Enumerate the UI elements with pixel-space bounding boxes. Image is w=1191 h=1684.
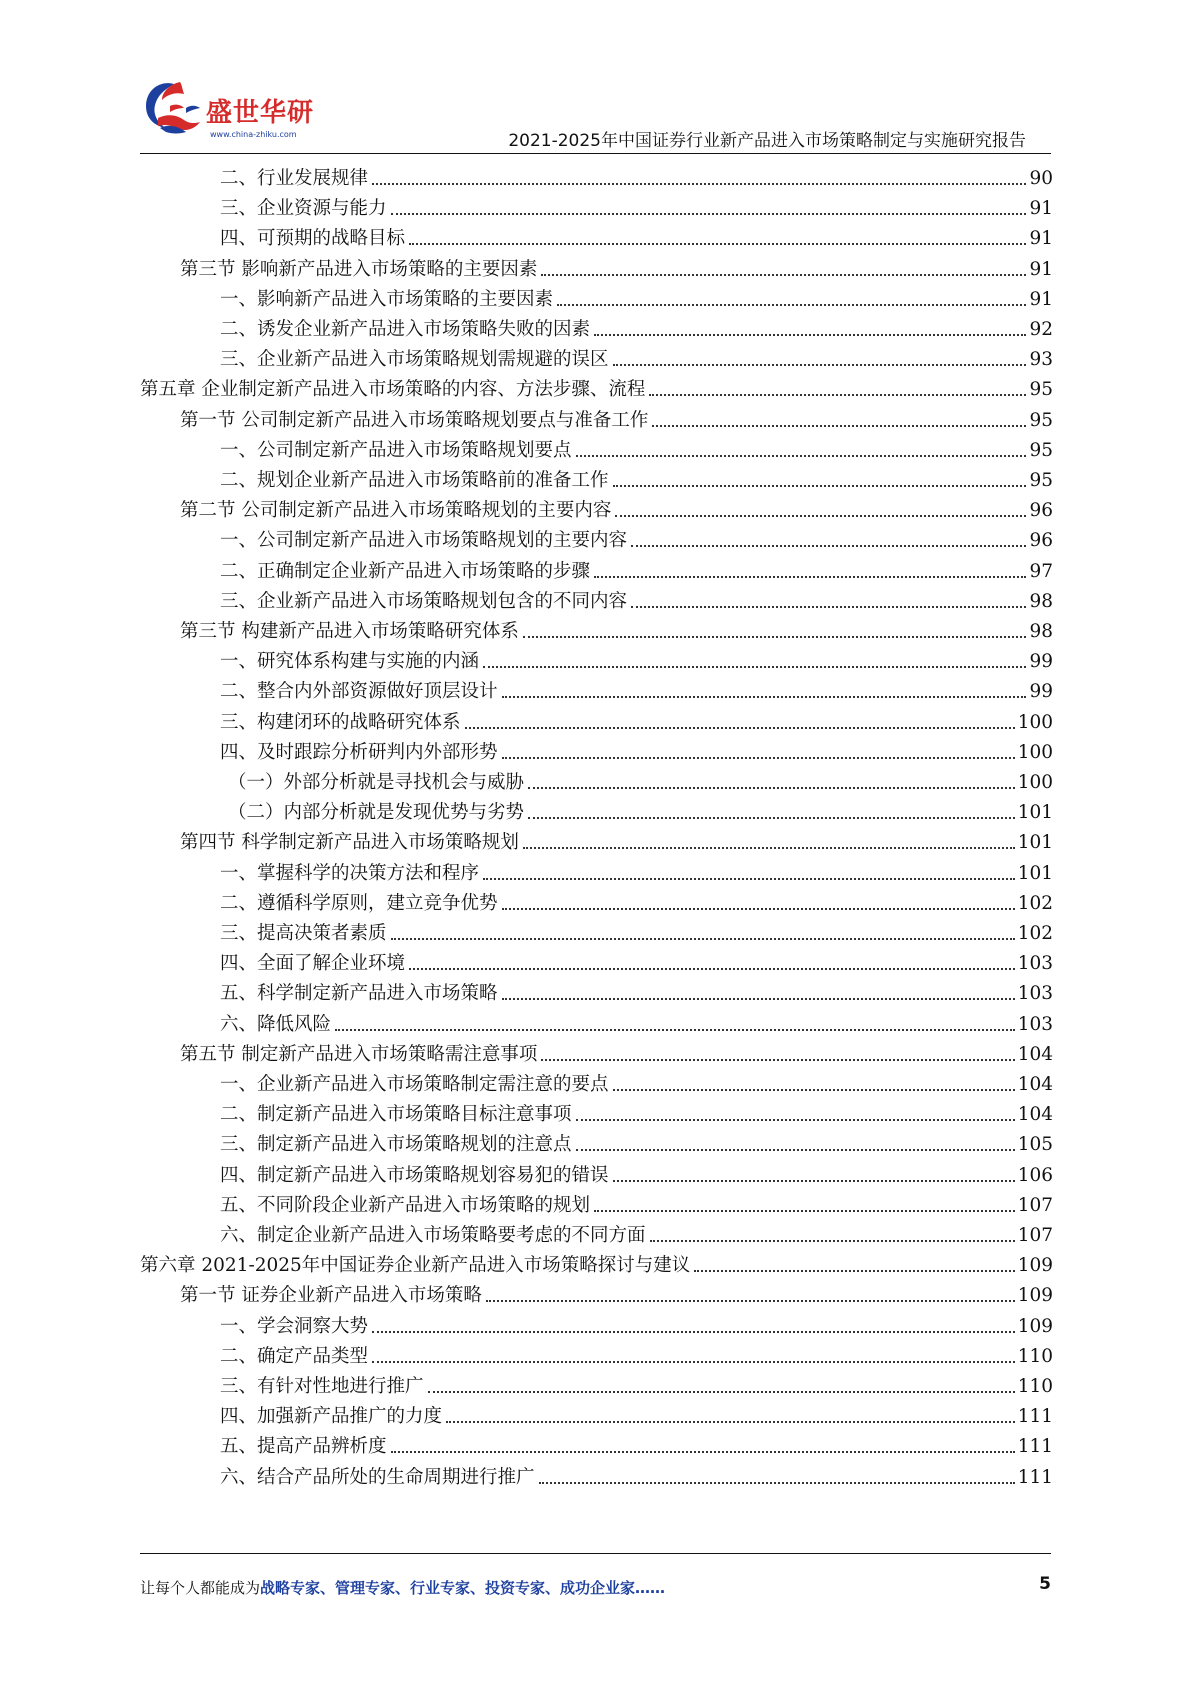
toc-entry-page: 95 xyxy=(1029,439,1053,461)
toc-leader-dots xyxy=(557,304,1026,306)
toc-leader-dots xyxy=(335,1029,1015,1031)
toc-leader-dots xyxy=(652,425,1026,427)
toc-entry[interactable] xyxy=(220,915,1053,946)
toc-leader-dots xyxy=(613,1089,1015,1091)
toc-entry[interactable] xyxy=(140,1247,1053,1278)
toc-entry[interactable] xyxy=(220,885,1053,916)
toc-entry-page: 103 xyxy=(1017,1013,1053,1035)
footer-slogan xyxy=(140,1577,665,1598)
toc-entry-page: 109 xyxy=(1017,1285,1053,1307)
toc-entry-title: 一、企业新产品进入市场策略制定需注意的要点 xyxy=(220,1074,609,1095)
toc-entry-title: 二、正确制定企业新产品进入市场策略的步骤 xyxy=(220,560,591,582)
toc-entry-title: 第五章 企业制定新产品进入市场策略的内容、方法步骤、流程 xyxy=(140,379,646,401)
toc-entry-title: 二、整合内外部资源做好顶层设计 xyxy=(220,681,498,703)
toc-entry-page: 109 xyxy=(1017,1315,1053,1337)
toc-entry[interactable] xyxy=(220,160,1053,191)
toc-entry[interactable] xyxy=(220,855,1053,886)
toc-leader-dots xyxy=(631,606,1026,608)
toc-entry-title: 第四节 科学制定新产品进入市场策略规划 xyxy=(180,832,519,854)
toc-entry-title: 一、影响新产品进入市场策略的主要因素 xyxy=(220,288,554,310)
toc-entry[interactable] xyxy=(220,734,1053,765)
toc-entry[interactable] xyxy=(220,1157,1053,1188)
toc-entry-page: 98 xyxy=(1029,621,1053,642)
toc-entry-page: 91 xyxy=(1029,288,1053,310)
toc-entry-page: 93 xyxy=(1029,349,1053,371)
toc-leader-dots xyxy=(372,1331,1015,1333)
toc-entry-page: 107 xyxy=(1017,1225,1053,1246)
toc-entry[interactable] xyxy=(220,522,1053,553)
toc-entry[interactable] xyxy=(220,1187,1053,1218)
toc-leader-dots xyxy=(594,334,1026,336)
toc-leader-dots xyxy=(502,696,1027,698)
toc-leader-dots xyxy=(539,1482,1015,1484)
toc-entry-title: 一、掌握科学的决策方法和程序 xyxy=(220,862,480,884)
toc-leader-dots xyxy=(486,1300,1015,1302)
toc-entry[interactable] xyxy=(180,1036,1053,1067)
toc-entry-page: 100 xyxy=(1017,741,1053,763)
toc-leader-dots xyxy=(541,274,1026,276)
toc-entry[interactable] xyxy=(180,251,1053,282)
toc-leader-dots xyxy=(613,485,1027,487)
toc-leader-dots xyxy=(576,455,1027,457)
toc-leader-dots xyxy=(446,1421,1015,1423)
page-number: 5 xyxy=(1039,1574,1051,1594)
toc-entry[interactable] xyxy=(220,1006,1053,1037)
toc-entry[interactable] xyxy=(220,341,1053,372)
toc-entry[interactable] xyxy=(220,311,1053,342)
toc-entry[interactable] xyxy=(140,371,1053,402)
toc-entry[interactable] xyxy=(220,432,1053,463)
toc-entry[interactable] xyxy=(180,492,1053,523)
toc-entry-page: 98 xyxy=(1029,590,1053,612)
toc-entry[interactable] xyxy=(220,1096,1053,1127)
toc-leader-dots xyxy=(594,1210,1015,1212)
toc-entry-page: 95 xyxy=(1029,409,1053,431)
toc-entry-page: 104 xyxy=(1017,1074,1053,1095)
toc-leader-dots xyxy=(615,515,1026,517)
toc-entry-page: 100 xyxy=(1017,711,1053,733)
toc-entry-title: 第一节 证券企业新产品进入市场策略 xyxy=(180,1285,482,1307)
toc-entry-page: 111 xyxy=(1017,1436,1053,1458)
toc-entry[interactable] xyxy=(220,190,1053,221)
toc-entry[interactable] xyxy=(220,1338,1053,1369)
toc-entry-page: 104 xyxy=(1017,1104,1053,1126)
toc-entry-page: 90 xyxy=(1029,168,1053,189)
toc-leader-dots xyxy=(576,1119,1015,1121)
toc-entry-title: 第三节 构建新产品进入市场策略研究体系 xyxy=(180,621,519,642)
toc-leader-dots xyxy=(528,817,1015,819)
toc-entry-page: 96 xyxy=(1029,500,1053,522)
toc-entry-page: 103 xyxy=(1017,953,1053,975)
toc-entry[interactable] xyxy=(220,1308,1053,1339)
toc-entry-title: 二、诱发企业新产品进入市场策略失败的因素 xyxy=(220,319,591,340)
logo-emblem-icon xyxy=(140,78,210,144)
toc-entry-title: 二、规划企业新产品进入市场策略前的准备工作 xyxy=(220,470,609,491)
toc-entry-page: 111 xyxy=(1017,1466,1053,1488)
toc-leader-dots xyxy=(694,1270,1014,1272)
toc-entry-page: 101 xyxy=(1017,862,1053,884)
toc-entry-page: 91 xyxy=(1029,198,1053,220)
toc-entry-page: 106 xyxy=(1017,1164,1053,1186)
toc-entry[interactable] xyxy=(220,1126,1053,1157)
toc-entry[interactable] xyxy=(220,281,1053,312)
toc-entry-page: 92 xyxy=(1029,319,1053,340)
toc-entry-title: （二）内部分析就是发现优势与劣势 xyxy=(228,802,525,824)
toc-entry[interactable] xyxy=(228,764,1053,795)
toc-leader-dots xyxy=(391,1451,1015,1453)
toc-leader-dots xyxy=(594,576,1026,578)
logo-name: 盛世华研 xyxy=(206,98,315,128)
toc-leader-dots xyxy=(528,787,1015,789)
toc-entry-page: 101 xyxy=(1017,802,1053,824)
toc-entry-title: 四、制定新产品进入市场策略规划容易犯的错误 xyxy=(220,1164,609,1186)
toc-entry-page: 104 xyxy=(1017,1043,1053,1065)
toc-leader-dots xyxy=(502,998,1015,1000)
toc-entry-page: 110 xyxy=(1017,1345,1053,1367)
toc-entry-title: 三、构建闭环的战略研究体系 xyxy=(220,711,461,733)
toc-entry[interactable] xyxy=(220,1368,1053,1399)
toc-entry[interactable] xyxy=(180,824,1053,855)
toc-entry-title: 四、全面了解企业环境 xyxy=(220,953,406,975)
toc-entry-title: 四、加强新产品推广的力度 xyxy=(220,1406,443,1428)
toc-entry-page: 109 xyxy=(1017,1255,1053,1277)
company-logo xyxy=(140,78,320,148)
toc-entry[interactable] xyxy=(220,1459,1053,1490)
toc-entry-page: 91 xyxy=(1029,228,1053,250)
toc-leader-dots xyxy=(372,1361,1015,1363)
toc-entry-page: 95 xyxy=(1029,379,1053,401)
toc-entry[interactable] xyxy=(220,704,1053,735)
toc-entry-page: 102 xyxy=(1017,892,1053,914)
toc-entry-title: 四、可预期的战略目标 xyxy=(220,228,406,250)
toc-leader-dots xyxy=(428,1391,1015,1393)
toc-entry-title: 第一节 公司制定新产品进入市场策略规划要点与准备工作 xyxy=(180,409,649,431)
toc-leader-dots xyxy=(502,757,1015,759)
toc-entry-title: 三、企业资源与能力 xyxy=(220,198,387,220)
toc-leader-dots xyxy=(576,1149,1015,1151)
toc-entry[interactable] xyxy=(180,1277,1053,1308)
toc-entry-title: 二、确定产品类型 xyxy=(220,1345,369,1367)
toc-entry[interactable] xyxy=(220,583,1053,614)
toc-entry-title: 三、制定新产品进入市场策略规划的注意点 xyxy=(220,1134,572,1156)
toc-entry-page: 101 xyxy=(1017,832,1053,854)
toc-entry-title: 六、制定企业新产品进入市场策略要考虑的不同方面 xyxy=(220,1225,646,1246)
toc-entry-title: 二、行业发展规律 xyxy=(220,168,369,189)
toc-entry-title: 一、公司制定新产品进入市场策略规划的主要内容 xyxy=(220,530,628,552)
logo-url: www.china-zhiku.com xyxy=(210,130,297,139)
toc-leader-dots xyxy=(613,1180,1015,1182)
toc-leader-dots xyxy=(465,727,1015,729)
toc-entry-title: 五、提高产品辨析度 xyxy=(220,1436,387,1458)
toc-entry-title: 六、降低风险 xyxy=(220,1013,332,1035)
toc-entry[interactable] xyxy=(220,673,1053,704)
toc-leader-dots xyxy=(391,213,1027,215)
footer-divider xyxy=(140,1553,1051,1554)
toc-entry[interactable] xyxy=(220,643,1053,674)
toc-entry-title: 三、提高决策者素质 xyxy=(220,923,387,944)
footer-slogan-prefix: 让每个人都能成为 xyxy=(140,1579,261,1597)
toc-leader-dots xyxy=(541,1059,1014,1061)
toc-entry-page: 96 xyxy=(1029,530,1053,552)
toc-leader-dots xyxy=(613,364,1027,366)
toc-entry-page: 105 xyxy=(1017,1134,1053,1156)
toc-entry-page: 111 xyxy=(1017,1406,1053,1428)
toc-entry-title: 三、企业新产品进入市场策略规划需规避的误区 xyxy=(220,349,609,371)
toc-leader-dots xyxy=(523,636,1027,638)
toc-entry[interactable] xyxy=(220,975,1053,1006)
toc-leader-dots xyxy=(649,394,1026,396)
toc-entry-title: 第五节 制定新产品进入市场策略需注意事项 xyxy=(180,1043,538,1065)
toc-entry-page: 100 xyxy=(1017,772,1053,793)
toc-entry-page: 91 xyxy=(1029,258,1053,280)
toc-leader-dots xyxy=(409,968,1015,970)
toc-leader-dots xyxy=(409,243,1026,245)
toc-entry-page: 107 xyxy=(1017,1194,1053,1216)
toc-entry-title: 一、研究体系构建与实施的内涵 xyxy=(220,651,480,673)
toc-entry-title: 第二节 公司制定新产品进入市场策略规划的主要内容 xyxy=(180,500,612,522)
toc-leader-dots xyxy=(483,666,1026,668)
toc-entry-title: 三、有针对性地进行推广 xyxy=(220,1376,424,1397)
toc-entry-title: 一、学会洞察大势 xyxy=(220,1315,369,1337)
toc-entry[interactable] xyxy=(228,794,1053,825)
toc-leader-dots xyxy=(523,847,1015,849)
toc-entry[interactable] xyxy=(220,462,1053,493)
toc-entry[interactable] xyxy=(220,1066,1053,1097)
page-header xyxy=(0,0,1191,150)
toc-entry[interactable] xyxy=(220,220,1053,251)
toc-entry-page: 102 xyxy=(1017,923,1053,944)
toc-entry-page: 99 xyxy=(1029,651,1053,673)
toc-entry-title: 四、及时跟踪分析研判内外部形势 xyxy=(220,741,498,763)
footer-slogan-highlight: 战略专家、管理专家、行业专家、投资专家、成功企业家…… xyxy=(260,1579,666,1597)
toc-entry[interactable] xyxy=(180,402,1053,433)
toc-entry[interactable] xyxy=(220,1428,1053,1459)
toc-entry-page: 99 xyxy=(1029,681,1053,703)
toc-entry-title: 五、不同阶段企业新产品进入市场策略的规划 xyxy=(220,1194,591,1216)
toc-entry-title: 六、结合产品所处的生命周期进行推广 xyxy=(220,1466,535,1488)
toc-leader-dots xyxy=(650,1240,1015,1242)
toc-entry[interactable] xyxy=(220,553,1053,584)
toc-entry-title: 第六章 2021-2025年中国证券企业新产品进入市场策略探讨与建议 xyxy=(140,1255,691,1277)
toc-entry[interactable] xyxy=(220,1398,1053,1429)
toc-entry[interactable] xyxy=(180,613,1053,644)
toc-entry-title: 一、公司制定新产品进入市场策略规划要点 xyxy=(220,439,572,461)
toc-leader-dots xyxy=(483,878,1015,880)
toc-entry-title: 二、制定新产品进入市场策略目标注意事项 xyxy=(220,1104,572,1126)
toc-leader-dots xyxy=(631,545,1026,547)
header-divider xyxy=(140,153,1051,154)
toc-entry-page: 95 xyxy=(1029,470,1053,491)
toc-entry[interactable] xyxy=(220,1217,1053,1248)
toc-entry-page: 97 xyxy=(1029,560,1053,582)
toc-leader-dots xyxy=(502,908,1015,910)
toc-entry-title: 二、遵循科学原则，建立竞争优势 xyxy=(220,892,498,914)
toc-entry[interactable] xyxy=(220,945,1053,976)
toc-entry-title: 第三节 影响新产品进入市场策略的主要因素 xyxy=(180,258,538,280)
report-title: 2021-2025年中国证券行业新产品进入市场策略制定与实施研究报告 xyxy=(508,131,1026,151)
toc-entry-page: 103 xyxy=(1017,983,1053,1005)
toc-leader-dots xyxy=(372,183,1026,185)
toc-entry-title: 五、科学制定新产品进入市场策略 xyxy=(220,983,498,1005)
toc-entry-title: 三、企业新产品进入市场策略规划包含的不同内容 xyxy=(220,590,628,612)
toc-entry-page: 110 xyxy=(1017,1376,1053,1397)
toc-leader-dots xyxy=(391,938,1015,940)
toc-entry-title: （一）外部分析就是寻找机会与威胁 xyxy=(228,772,525,793)
